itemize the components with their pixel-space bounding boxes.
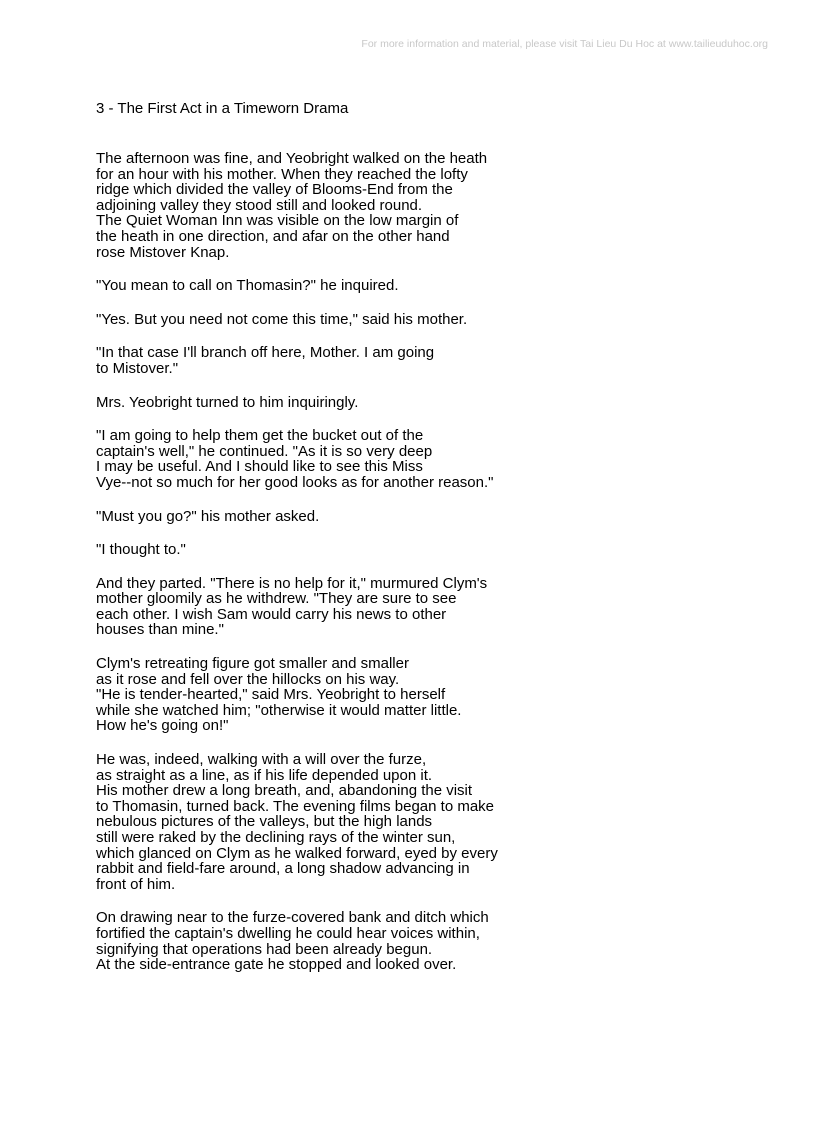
text-line: to Mistover.": [96, 359, 179, 377]
text-line: He was, indeed, walking with a will over the furze,: [96, 751, 427, 769]
header-note: For more information and material, please visit Tai Lieu Du Hoc at www.tailieuduhoc.org: [361, 38, 768, 50]
text-line: "Must you go?" his mother asked.: [96, 507, 320, 525]
text-line: "I am going to help them get the bucket out of the: [96, 427, 424, 445]
text-line: nebulous pictures of the valleys, but the high lands: [96, 813, 433, 831]
paragraph: [96, 509, 736, 525]
paragraph: [96, 576, 736, 638]
text-line: "He is tender-hearted," said Mrs. Yeobright to herself: [96, 686, 446, 704]
paragraph: [96, 910, 736, 972]
text-line: signifying that operations had been already begun.: [96, 940, 433, 958]
chapter-body: [96, 151, 736, 991]
text-line: And they parted. "There is no help for it," murmured Clym's: [96, 574, 488, 592]
text-line: The Quiet Woman Inn was visible on the low margin of: [96, 212, 459, 230]
text-line: the heath in one direction, and afar on the other hand: [96, 227, 450, 245]
text-line: rose Mistover Knap.: [96, 243, 230, 261]
text-line: His mother drew a long breath, and, abandoning the visit: [96, 782, 473, 800]
text-line: adjoining valley they stood still and looked round.: [96, 196, 423, 214]
text-line: "Yes. But you need not come this time," said his mother.: [96, 310, 468, 328]
paragraph: [96, 312, 736, 328]
text-line: Mrs. Yeobright turned to him inquiringly.: [96, 393, 359, 411]
text-line: How he's going on!": [96, 717, 229, 735]
text-line: to Thomasin, turned back. The evening films began to make: [96, 797, 495, 815]
text-line: still were raked by the declining rays of the winter sun,: [96, 829, 456, 846]
paragraph: [96, 656, 736, 734]
text-line: "You mean to call on Thomasin?" he inquired.: [96, 277, 399, 295]
paragraph: [96, 151, 736, 260]
paragraph: [96, 752, 736, 892]
text-line: captain's well," he continued. "As it is so very deep: [96, 442, 433, 460]
chapter-title: 3 - The First Act in a Timeworn Drama: [96, 100, 349, 117]
paragraph: [96, 345, 736, 376]
text-line: Clym's retreating figure got smaller and smaller: [96, 655, 409, 673]
text-line: Vye--not so much for her good looks as for another reason.": [96, 473, 494, 491]
text-line: rabbit and field-fare around, a long shadow advancing in: [96, 860, 470, 878]
text-line: ridge which divided the valley of Blooms-End from the: [96, 181, 453, 199]
text-line: At the side-entrance gate he stopped and looked over.: [96, 956, 457, 974]
text-line: The afternoon was fine, and Yeobright walked on the heath: [96, 150, 488, 167]
paragraph: [96, 428, 736, 490]
paragraph: [96, 278, 736, 294]
text-line: houses than mine.": [96, 621, 224, 639]
text-line: "In that case I'll branch off here, Mother. I am going: [96, 344, 435, 362]
paragraph: [96, 395, 736, 411]
text-line: as it rose and fell over the hillocks on his way.: [96, 670, 400, 688]
text-line: as straight as a line, as if his life depended upon it.: [96, 766, 433, 784]
text-line: while she watched him; "otherwise it would matter little.: [96, 701, 462, 719]
text-line: each other. I wish Sam would carry his news to other: [96, 605, 447, 623]
paragraph: [96, 542, 736, 558]
text-line: "I thought to.": [96, 541, 186, 559]
text-line: which glanced on Clym as he walked forward, eyed by every: [96, 844, 498, 862]
text-line: fortified the captain's dwelling he could hear voices within,: [96, 924, 480, 942]
text-line: for an hour with his mother. When they reached the lofty: [96, 165, 468, 183]
text-line: On drawing near to the furze-covered bank and ditch which: [96, 909, 489, 927]
text-line: front of him.: [96, 875, 176, 893]
text-line: I may be useful. And I should like to see this Miss: [96, 458, 423, 476]
text-line: mother gloomily as he withdrew. "They are sure to see: [96, 590, 457, 608]
